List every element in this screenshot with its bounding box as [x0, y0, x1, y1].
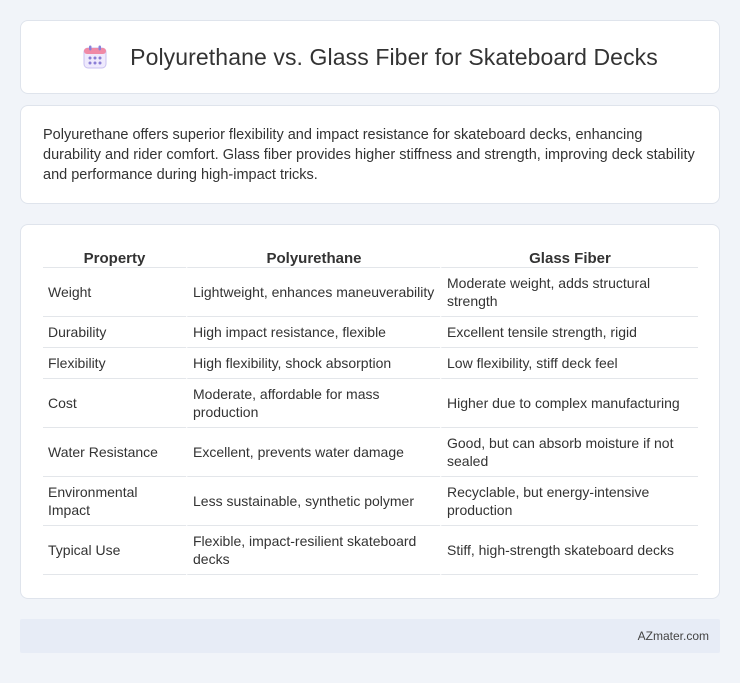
header-glass-fiber: Glass Fiber [440, 245, 698, 268]
comparison-table-card [20, 224, 720, 599]
title-card [20, 20, 720, 94]
comparison-table [43, 245, 698, 575]
glass-fiber-cell: Moderate weight, adds structural strength [440, 268, 698, 317]
table-header-row [43, 245, 698, 268]
property-cell: Weight [43, 268, 186, 317]
table-row [43, 379, 698, 428]
header-property: Property [43, 245, 186, 268]
polyurethane-cell: High flexibility, shock absorption [186, 348, 440, 379]
glass-fiber-cell: Higher due to complex manufacturing [440, 379, 698, 428]
table-row [43, 268, 698, 317]
header-polyurethane: Polyurethane [186, 245, 440, 268]
polyurethane-cell: Less sustainable, synthetic polymer [186, 477, 440, 526]
summary-text: Polyurethane offers superior flexibility and impact resistance for skateboard decks, enhancing durability and rider comfort. Glass fiber provides higher stiffness and strength, improving deck stability and performance during high-impact tricks. [43, 127, 695, 183]
property-cell: Environmental Impact [43, 477, 186, 526]
glass-fiber-cell: Recyclable, but energy-intensive production [440, 477, 698, 526]
table-row [43, 428, 698, 477]
polyurethane-cell: Moderate, affordable for mass production [186, 379, 440, 428]
property-cell: Durability [43, 317, 186, 348]
table-row [43, 526, 698, 575]
glass-fiber-cell: Low flexibility, stiff deck feel [440, 348, 698, 379]
property-cell: Water Resistance [43, 428, 186, 477]
polyurethane-cell: High impact resistance, flexible [186, 317, 440, 348]
table-row [43, 317, 698, 348]
property-cell: Typical Use [43, 526, 186, 575]
polyurethane-cell: Excellent, prevents water damage [186, 428, 440, 477]
page-title: Polyurethane vs. Glass Fiber for Skateboard Decks [130, 43, 658, 70]
property-cell: Cost [43, 379, 186, 428]
polyurethane-cell: Lightweight, enhances maneuverability [186, 268, 440, 317]
property-cell: Flexibility [43, 348, 186, 379]
footer [20, 619, 720, 653]
table-row [43, 348, 698, 379]
footer-brand: AZmater.com [637, 629, 709, 643]
glass-fiber-cell: Stiff, high-strength skateboard decks [440, 526, 698, 575]
calendar-icon [82, 44, 108, 70]
summary-card [20, 105, 720, 204]
glass-fiber-cell: Good, but can absorb moisture if not sealed [440, 428, 698, 477]
table-row [43, 477, 698, 526]
glass-fiber-cell: Excellent tensile strength, rigid [440, 317, 698, 348]
polyurethane-cell: Flexible, impact-resilient skateboard decks [186, 526, 440, 575]
